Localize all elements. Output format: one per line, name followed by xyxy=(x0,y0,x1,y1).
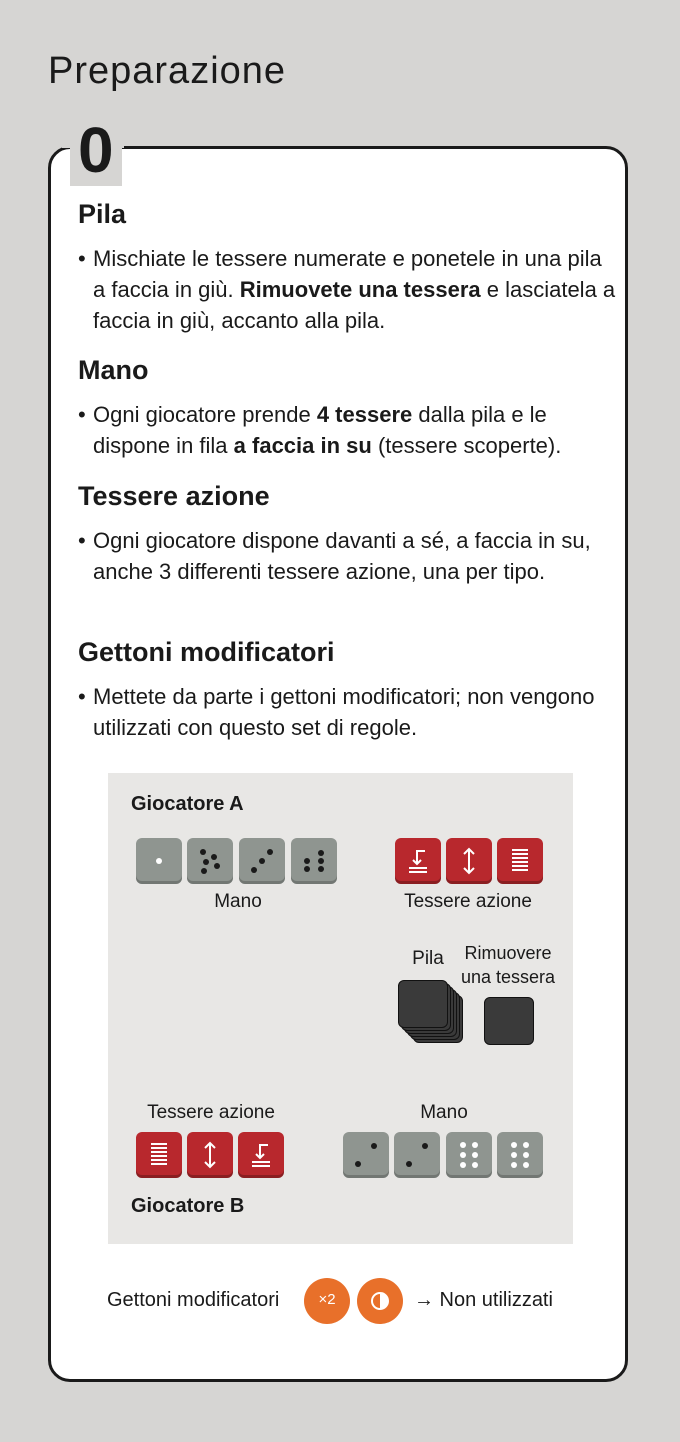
removed-label-line-2: una tessera xyxy=(460,967,556,987)
token-half-circle-icon xyxy=(357,1278,403,1324)
action-tile-stack-icon xyxy=(136,1132,182,1178)
pile-label: Pila xyxy=(412,948,444,969)
token-x2-label: ×2 xyxy=(318,1291,336,1308)
text-span: Ogni giocatore prende xyxy=(93,402,317,427)
text-span: Mettete da parte i gettoni modificatori; non vengono utilizzati con questo set di regole. xyxy=(93,684,595,740)
player-a-hand-label: Mano xyxy=(214,891,262,912)
player-b-label: Giocatore B xyxy=(131,1195,245,1217)
number-tile xyxy=(187,838,233,884)
tokens-label: Gettoni modificatori xyxy=(107,1289,280,1311)
bullet-icon: • xyxy=(78,402,86,427)
section-body-tessere-azione xyxy=(78,525,618,587)
text-span-bold: Rimuovete una tessera xyxy=(239,277,481,302)
text-span: e lasciatela a faccia in giù, accanto alla pila. xyxy=(93,277,616,333)
text-span: dalla pila e le dispone in fila xyxy=(93,402,547,458)
player-b-hand-label: Mano xyxy=(420,1102,468,1123)
page-title: Preparazione xyxy=(48,50,287,92)
number-tile xyxy=(446,1132,492,1178)
text-span: Ogni giocatore dispone davanti a sé, a faccia in su, anche 3 differenti tessere azione, una per tipo. xyxy=(93,528,591,584)
action-tile-stack-icon xyxy=(497,838,543,884)
number-tile xyxy=(136,838,182,884)
bullet-icon: • xyxy=(78,528,86,553)
bullet-icon: • xyxy=(78,684,86,709)
pile-tile-top xyxy=(398,980,448,1028)
bullet-icon: • xyxy=(78,246,86,271)
section-heading-pila: Pila xyxy=(78,199,127,229)
player-b-actions-label: Tessere azione xyxy=(147,1102,275,1123)
text-span-bold: a faccia in su xyxy=(233,433,372,458)
action-tile-insert-icon xyxy=(395,838,441,884)
removed-tile xyxy=(484,997,534,1045)
text-span-bold: 4 tessere xyxy=(316,402,413,427)
token-x2 xyxy=(304,1278,350,1324)
text-span: Mischiate le tessere numerate e ponetele in una pila a faccia in giù. xyxy=(93,246,602,302)
removed-label-line-1: Rimuovere xyxy=(464,943,552,963)
text-span: (tessere scoperte). xyxy=(371,433,562,458)
number-tile xyxy=(291,838,337,884)
player-a-label: Giocatore A xyxy=(131,793,244,815)
section-body-pila xyxy=(78,243,618,336)
tokens-result: → Non utilizzati xyxy=(414,1289,553,1311)
action-tile-swap-icon xyxy=(187,1132,233,1178)
section-heading-gettoni: Gettoni modificatori xyxy=(78,637,335,667)
removed-tile-label xyxy=(456,941,560,989)
player-a-actions-label: Tessere azione xyxy=(404,891,532,912)
action-tile-swap-icon xyxy=(446,838,492,884)
number-tile xyxy=(343,1132,389,1178)
number-tile xyxy=(239,838,285,884)
step-number: 0 xyxy=(70,114,122,186)
number-tile xyxy=(497,1132,543,1178)
number-tile xyxy=(394,1132,440,1178)
section-heading-mano: Mano xyxy=(78,355,149,385)
section-heading-tessere-azione: Tessere azione xyxy=(78,481,270,511)
section-body-mano xyxy=(78,399,618,461)
action-tile-insert-icon xyxy=(238,1132,284,1178)
section-body-gettoni xyxy=(78,681,618,743)
